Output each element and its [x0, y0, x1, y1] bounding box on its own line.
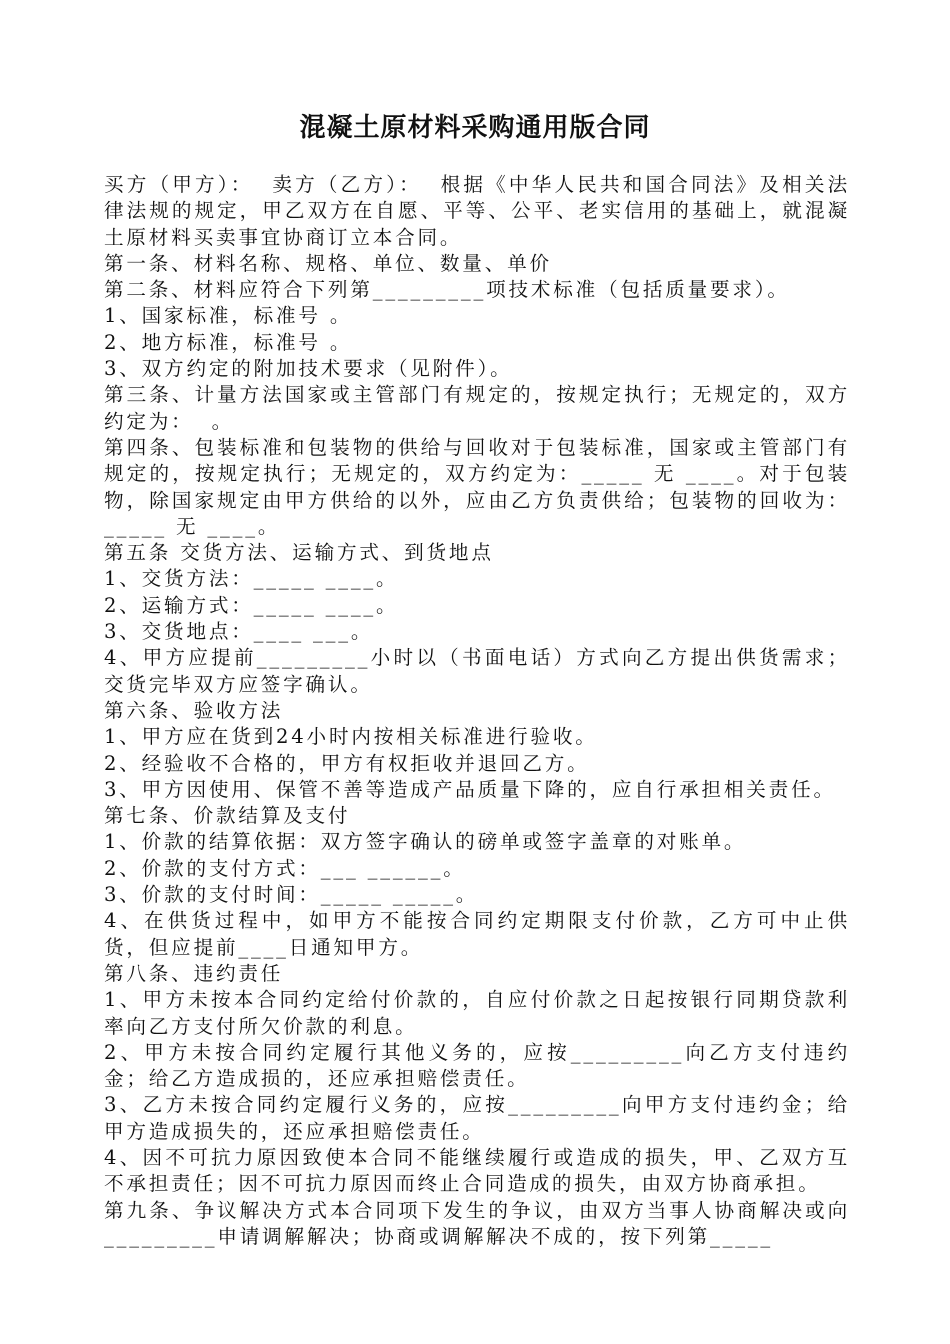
article-7-item-4: 4、在供货过程中，如甲方不能按合同约定期限支付价款，乙方可中止供货，但应提前____日通知甲方。 — [104, 909, 850, 959]
article-8-heading: 第八条、违约责任 — [104, 961, 284, 985]
article-5-item-1: 1、交货方法：_____ ____。 — [104, 567, 399, 591]
article-6-item-2: 2、经验收不合格的，甲方有权拒收并退回乙方。 — [104, 751, 590, 775]
article-6-heading: 第六条、验收方法 — [104, 698, 284, 722]
article-8-item-1: 1、甲方未按本合同约定给付价款的，自应付价款之日起按银行同期贷款利率向乙方支付所欠价款的利息。 — [104, 988, 850, 1038]
article-2: 第二条、材料应符合下列第_________项技术标准（包括质量要求）。 — [104, 278, 790, 302]
paragraph-preamble: 买方（甲方）： 卖方（乙方）： 根据《中华人民共和国合同法》及相关法律法规的规定，甲乙双方在自愿、平等、公平、老实信用的基础上，就混凝土原材料买卖事宜协商订立本合同。 — [104, 173, 850, 249]
article-7-item-1: 1、价款的结算依据：双方签字确认的磅单或签字盖章的对账单。 — [104, 830, 747, 854]
document-title: 混凝土原材料采购通用版合同 — [299, 113, 651, 143]
article-1-heading: 第一条、材料名称、规格、单位、数量、单价 — [104, 251, 552, 275]
article-5-heading: 第五条 交货方法、运输方式、到货地点 — [104, 541, 494, 565]
article-2-item-2: 2、地方标准，标准号 。 — [104, 330, 353, 354]
article-7-item-2: 2、价款的支付方式：___ ______。 — [104, 856, 466, 880]
article-4: 第四条、包装标准和包装物的供给与回收对于包装标准，国家或主管部门有规定的，按规定执行；无规定的，双方约定为：_____ 无 ____。对于包装物，除国家规定由甲方供给的以外，应由乙方负责供给；包装物的回收为：_____ 无 ____。 — [104, 435, 850, 538]
article-8-item-3: 3、乙方未按合同约定履行义务的，应按_________向甲方支付违约金；给甲方造成损失的，还应承担赔偿责任。 — [104, 1093, 850, 1143]
article-5-item-2: 2、运输方式：_____ ____。 — [104, 593, 399, 617]
article-3: 第三条、计量方法国家或主管部门有规定的，按规定执行；无规定的，双方约定为： 。 — [104, 383, 850, 433]
article-6-item-3: 3、甲方因使用、保管不善等造成产品质量下降的，应自行承担相关责任。 — [104, 777, 836, 801]
article-8-item-2: 2、甲方未按合同约定履行其他义务的，应按_________向乙方支付违约金；给乙方造成损的，还应承担赔偿责任。 — [104, 1040, 850, 1091]
article-8-item-4: 4、因不可抗力原因致使本合同不能继续履行或造成的损失，甲、乙双方互不承担责任；因不可抗力原因而终止合同造成的损失，由双方协商承担。 — [104, 1145, 850, 1196]
article-5-item-3: 3、交货地点：____ ___。 — [104, 620, 374, 644]
article-6-item-1: 1、甲方应在货到24小时内按相关标准进行验收。 — [104, 725, 598, 749]
article-9: 第九条、争议解决方式本合同项下发生的争议，由双方当事人协商解决或向_________申请调解解决；协商或调解解决不成的，按下列第_____ — [104, 1198, 850, 1248]
article-2-item-1: 1、国家标准，标准号 。 — [104, 304, 353, 328]
contract-body — [104, 172, 850, 1250]
article-7-item-3: 3、价款的支付时间：_____ _____。 — [104, 883, 479, 907]
article-5-item-4: 4、甲方应提前_________小时以（书面电话）方式向乙方提出供货需求；交货完毕双方应签字确认。 — [104, 646, 850, 696]
article-2-item-3: 3、双方约定的附加技术要求（见附件）。 — [104, 357, 513, 381]
article-7-heading: 第七条、价款结算及支付 — [104, 804, 351, 828]
